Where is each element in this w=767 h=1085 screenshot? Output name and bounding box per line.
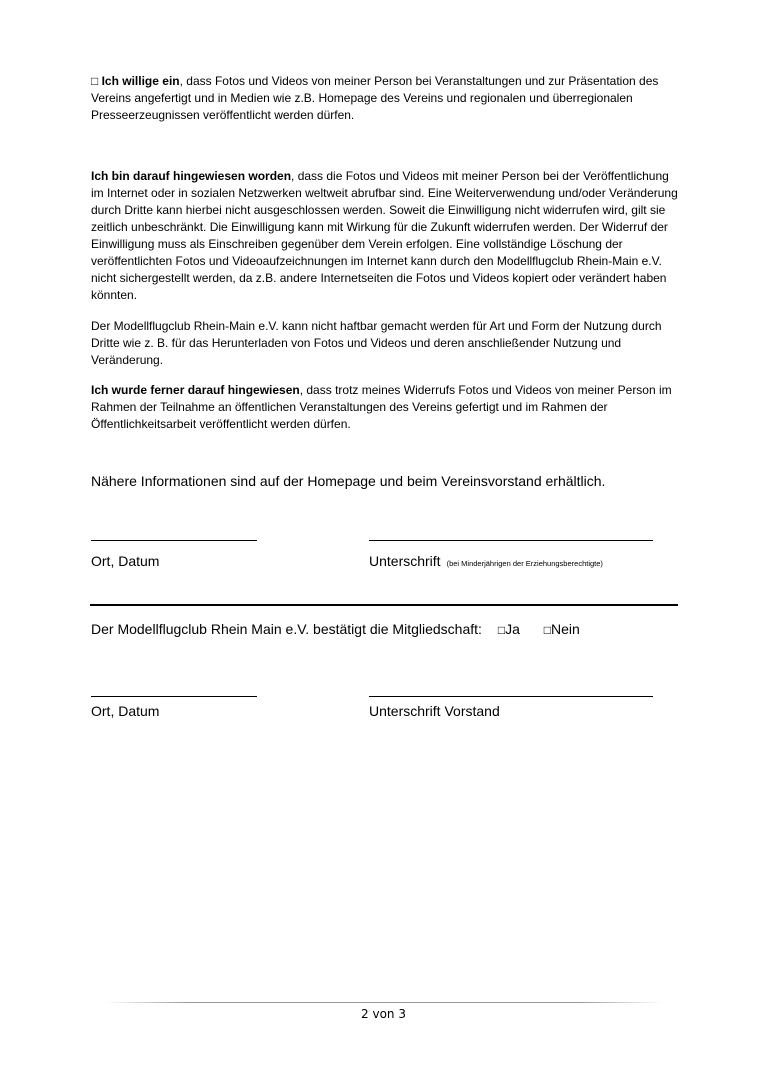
consent-lead: Ich willige ein [101,74,180,88]
board-place-date-label: Ort, Datum [91,703,160,719]
board-signature-line[interactable] [369,696,653,697]
place-date-label: Ort, Datum [91,553,160,569]
liability-text: Der Modellflugclub Rhein-Main e.V. kann nicht haftbar gemacht werden für Art und Form der Nutzung durch Dritte wie z. B. für das Herunterladen von Fotos und Videos und deren anschließender Nutzung und Veränderung. [91,319,662,367]
consent-paragraph [91,73,681,124]
footer-rule [105,1002,663,1003]
place-date-line[interactable] [91,540,257,541]
confirmation-text: Der Modellflugclub Rhein Main e.V. bestätigt die Mitgliedschaft: [91,621,482,637]
board-place-date-line[interactable] [91,696,257,697]
notice-lead: Ich bin darauf hingewiesen worden [91,169,292,183]
yes-checkbox[interactable]: □ [497,623,506,637]
notice-paragraph [91,168,681,304]
membership-confirmation [91,620,580,639]
page-number: 2 von 3 [361,1007,406,1021]
signature-line[interactable] [369,540,653,541]
consent-checkbox[interactable]: □ [91,74,99,88]
liability-paragraph [91,318,681,369]
no-checkbox[interactable]: □ [543,623,551,637]
notice-text: , dass die Fotos und Videos mit meiner Person bei der Veröffentlichung im Internet oder in sozialen Netzwerken weltweit abrufbar sind. Eine Weiterverwendung und/oder Veränderung durch Dritte kann hierbei nicht ausgeschlossen werden. Soweit die Einwilligung nicht widerrufen wird, gilt sie zeitlich unbeschränkt. Die Einwilligung kann mit Wirkung für die Zukunft widerrufen werden. Der Widerruf der Einwilligung muss als Einschreiben gegenüber dem Verein erfolgen. Eine vollständige Löschung der veröffentlichten Fotos und Videoaufzeichnungen im Internet kann durch den Modellflugclub Rhein-Main e.V. nicht sichergestellt werden, da z.B. andere Internetseiten die Fotos und Videos kopiert oder verändert haben könnten. [91,169,678,302]
signature-label-text: Unterschrift [369,553,441,569]
section-divider [90,604,678,606]
revocation-paragraph [91,382,681,433]
revocation-text: , dass trotz meines Widerrufs Fotos und Videos von meiner Person im Rahmen der Teilnahme an öffentlichen Veranstaltungen des Vereins gefertigt und im Rahmen der Öffentlichkeitsarbeit veröffentlicht werden dürfen. [91,383,672,431]
board-signature-label: Unterschrift Vorstand [369,703,500,719]
yes-label: Ja [505,621,520,637]
consent-text: , dass Fotos und Videos von meiner Person bei Veranstaltungen und zur Präsentation des Vereins angefertigt und in Medien wie z.B. Homepage des Vereins und regionalen und überregionalen Presseerzeugnissen veröffentlicht werden dürfen. [91,74,659,122]
info-line: Nähere Informationen sind auf der Homepage und beim Vereinsvorstand erhältlich. [91,473,606,489]
revocation-lead: Ich wurde ferner darauf hingewiesen [91,383,300,397]
signature-label [369,552,603,573]
signature-note: (bei Minderjährigen der Erziehungsberechtigte) [446,559,603,568]
no-label: Nein [551,621,580,637]
